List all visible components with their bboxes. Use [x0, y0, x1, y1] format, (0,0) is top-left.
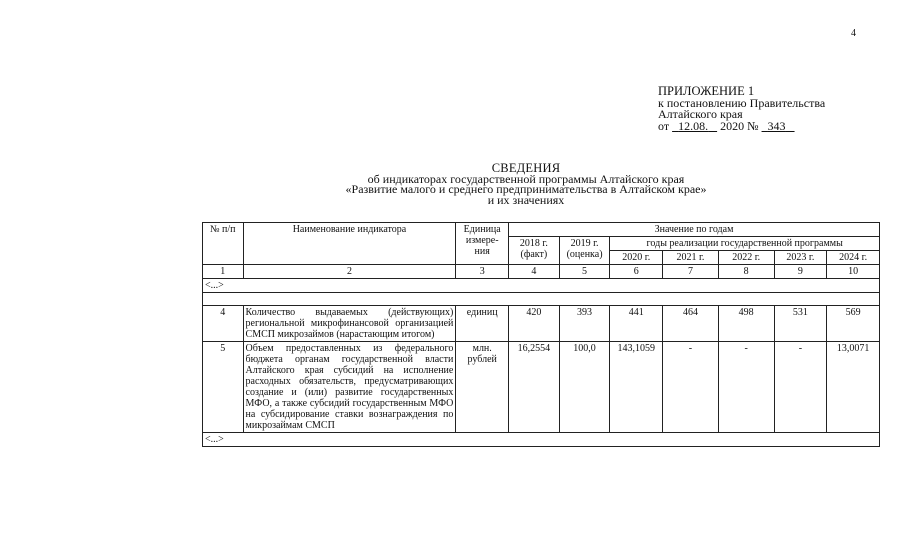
column-number: 3 [456, 265, 509, 279]
appendix-date-line [658, 118, 825, 133]
header-2019-year: 2019 г. [570, 238, 599, 249]
date-value [672, 119, 717, 133]
header-2022: 2022 г. [718, 251, 774, 265]
decree-number-text: 343 [767, 118, 786, 133]
ellipsis-cell: <...> [203, 279, 880, 293]
column-number: 7 [663, 265, 719, 279]
column-number: 4 [509, 265, 560, 279]
header-row-1 [203, 223, 880, 237]
header-2024: 2024 г. [827, 251, 880, 265]
indicator-name: Объем предоставленных из федерального бюджета органам государственной власти Алтайского края субсидий на исполнение расходных обязательств, предусматривающих создание и (или) развитие государственных МФО, а также субсидий государственным МФО на субсидирование ставки вознаграждения по микрозаймам СМСП [243, 342, 456, 433]
value-2023: - [774, 342, 827, 433]
table-row [203, 342, 880, 433]
number-prefix: № [747, 118, 759, 133]
header-program-years: годы реализации государственной программы [610, 237, 880, 251]
ellipsis-row [203, 433, 880, 447]
ellipsis-row [203, 279, 880, 293]
appendix-heading: ПРИЛОЖЕНИЕ 1 [658, 84, 755, 98]
document-title [300, 163, 752, 205]
value-2021: 464 [663, 306, 719, 342]
column-number: 6 [610, 265, 663, 279]
title-line-2: «Развитие малого и среднего предпринимательства в Алтайском крае» [345, 182, 707, 196]
date-value-text: 12.08. [678, 118, 709, 133]
column-number: 9 [774, 265, 827, 279]
column-number: 10 [827, 265, 880, 279]
header-2018 [509, 237, 560, 265]
spacer-row [203, 293, 880, 306]
spacer-cell [203, 293, 880, 306]
row-num: 5 [203, 342, 244, 433]
value-2020: 143,1059 [610, 342, 663, 433]
title-line-1: об индикаторах государственной программы Алтайского края [367, 171, 685, 186]
header-name: Наименование индикатора [243, 223, 456, 265]
column-number: 2 [243, 265, 456, 279]
column-number: 8 [718, 265, 774, 279]
appendix-line-2: Алтайского края [658, 107, 743, 121]
value-2019: 393 [559, 306, 610, 342]
header-values-by-year: Значение по годам [509, 223, 880, 237]
appendix-line-1: к постановлению Правительства [658, 95, 826, 110]
ellipsis-cell: <...> [203, 433, 880, 447]
column-number: 1 [203, 265, 244, 279]
header-2020: 2020 г. [610, 251, 663, 265]
indicator-name: Количество выдаваемых (действующих) региональной микрофинансовой организацией СМСП микрозаймов (нарастающим итогом) [243, 306, 456, 342]
value-2022: 498 [718, 306, 774, 342]
value-2020: 441 [610, 306, 663, 342]
value-2024: 569 [827, 306, 880, 342]
header-num: № п/п [203, 223, 244, 265]
header-unit-line-3: ния [474, 246, 490, 257]
row-num: 4 [203, 306, 244, 342]
column-number-row [203, 265, 880, 279]
decree-number [762, 119, 795, 133]
value-2018: 420 [509, 306, 560, 342]
appendix-block [658, 86, 825, 132]
header-2018-note: (факт) [520, 249, 548, 260]
value-2023: 531 [774, 306, 827, 342]
header-2023: 2023 г. [774, 251, 827, 265]
header-unit-line-2: измере- [465, 235, 499, 246]
date-prefix: от [658, 118, 670, 133]
unit-cell: единиц [456, 306, 509, 342]
header-unit [456, 223, 509, 265]
header-2019-note: (оценка) [566, 249, 603, 260]
title-line-3: и их значениях [487, 192, 565, 207]
year: 2020 [720, 118, 745, 133]
value-2019: 100,0 [559, 342, 610, 433]
header-2019 [559, 237, 610, 265]
title-main: СВЕДЕНИЯ [491, 161, 561, 175]
value-2022: - [718, 342, 774, 433]
header-unit-line-1: Единица [463, 224, 501, 235]
value-2018: 16,2554 [509, 342, 560, 433]
page-number: 4 [851, 28, 856, 39]
column-number: 5 [559, 265, 610, 279]
indicators-table [202, 222, 880, 447]
header-2018-year: 2018 г. [519, 238, 548, 249]
value-2021: - [663, 342, 719, 433]
table-row [203, 306, 880, 342]
header-2021: 2021 г. [663, 251, 719, 265]
value-2024: 13,0071 [827, 342, 880, 433]
unit-cell: млн. рублей [456, 342, 509, 433]
